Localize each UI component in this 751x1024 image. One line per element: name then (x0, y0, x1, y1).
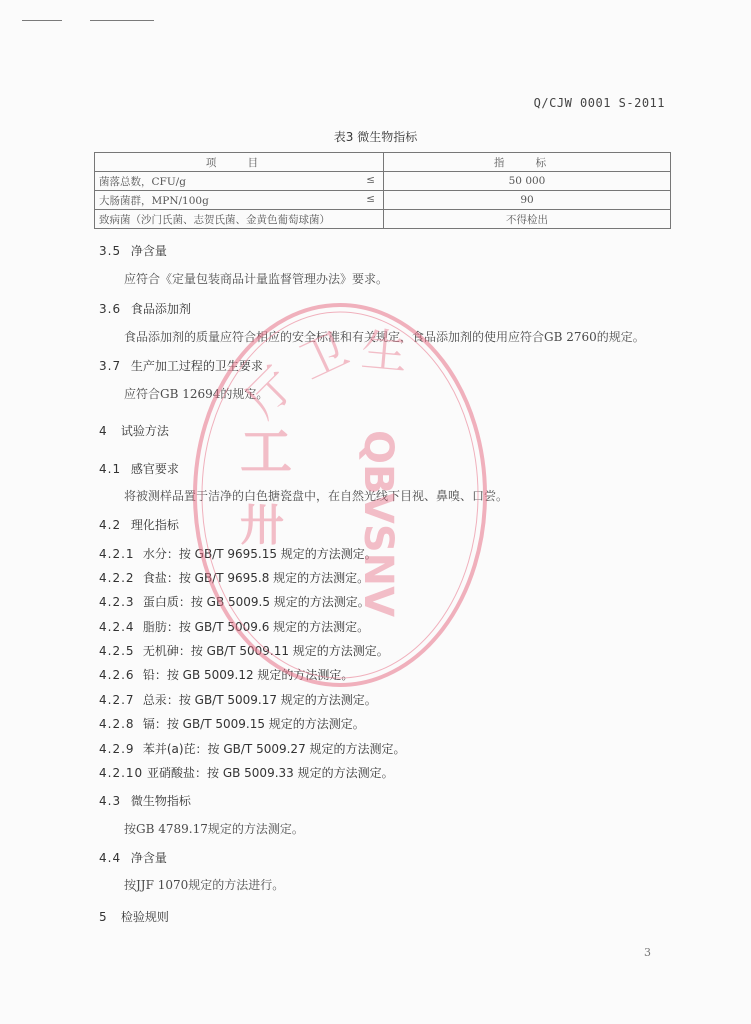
list-item (99, 642, 389, 659)
section-heading (99, 908, 169, 925)
list-item (99, 666, 353, 683)
table-cell-value: 50 000 (384, 172, 671, 191)
svg-text:卅: 卅 (240, 500, 284, 551)
item-number: 4.2.10 (99, 766, 144, 780)
item-text: 苯并(a)芘：按 GB/T 5009.27 规定的方法测定。 (142, 742, 406, 756)
comparator: ≤ (366, 174, 375, 186)
section-heading (99, 792, 191, 809)
paragraph: 按JJF 1070规定的方法进行。 (124, 878, 285, 892)
list-item (99, 545, 377, 562)
section-heading (99, 242, 167, 259)
item-text: 无机砷：按 GB/T 5009.11 规定的方法测定。 (142, 644, 389, 658)
section-number: 3.6 (99, 302, 122, 316)
page-number: 3 (644, 946, 651, 959)
table-row (95, 172, 671, 191)
paragraph: 食品添加剂的质量应符合相应的安全标准和有关规定，食品添加剂的使用应符合GB 2760的规定。 (124, 330, 645, 344)
svg-text:卫: 卫 (291, 321, 357, 390)
list-item (99, 618, 369, 635)
list-item (99, 593, 370, 610)
list-item (99, 764, 394, 781)
item-number: 4.2.4 (99, 620, 135, 634)
section-number: 4.4 (99, 851, 122, 865)
item-number: 4.2.9 (99, 742, 135, 756)
item-number: 4.2.7 (99, 693, 135, 707)
table-cell-item (95, 210, 384, 229)
section-number: 4.3 (99, 794, 122, 808)
table-cell-item (95, 191, 384, 210)
item-text: 脂肪：按 GB/T 5009.6 规定的方法测定。 (142, 620, 370, 634)
item-text: 亚硝酸盐：按 GB 5009.33 规定的方法测定。 (147, 766, 394, 780)
header-rule-left (22, 20, 62, 21)
header-item: 项 目 (95, 153, 384, 172)
item-label: 大肠菌群，MPN/100g (99, 194, 209, 207)
item-label: 致病菌（沙门氏菌、志贺氏菌、金黄色葡萄球菌） (99, 213, 330, 226)
item-text: 蛋白质：按 GB 5009.5 规定的方法测定。 (142, 595, 370, 609)
section-title: 生产加工过程的卫生要求 (130, 359, 263, 373)
section-title: 感官要求 (130, 462, 179, 476)
table-cell-item (95, 172, 384, 191)
item-text: 食盐：按 GB/T 9695.8 规定的方法测定。 (142, 571, 370, 585)
table-row (95, 210, 671, 229)
list-item (99, 569, 369, 586)
section-number: 4.2 (99, 518, 122, 532)
item-number: 4.2.8 (99, 717, 135, 731)
item-number: 4.2.1 (99, 547, 135, 561)
section-number: 3.7 (99, 359, 122, 373)
section-number: 3.5 (99, 244, 122, 258)
list-item (99, 691, 377, 708)
table-row (95, 191, 671, 210)
paragraph: 应符合GB 12694的规定。 (124, 387, 269, 401)
paragraph: 应符合《定量包装商品计量监督管理办法》要求。 (124, 272, 389, 286)
section-title: 净含量 (130, 244, 167, 258)
section-heading (99, 300, 191, 317)
list-item (99, 740, 406, 757)
item-text: 铅：按 GB 5009.12 规定的方法测定。 (142, 668, 354, 682)
table-cell-value: 不得检出 (384, 210, 671, 229)
header-spec: 指 标 (384, 153, 671, 172)
section-heading (99, 460, 179, 477)
section-heading (99, 357, 263, 374)
section-number: 4 (99, 424, 108, 438)
section-heading (99, 516, 179, 533)
item-text: 总汞：按 GB/T 5009.17 规定的方法测定。 (142, 693, 377, 707)
paragraph: 按GB 4789.17规定的方法测定。 (124, 822, 304, 836)
table-cell-value: 90 (384, 191, 671, 210)
table-caption: 表3 微生物指标 (333, 130, 418, 144)
section-title: 食品添加剂 (130, 302, 191, 316)
section-title: 微生物指标 (130, 794, 191, 808)
header-rule-right (90, 20, 154, 21)
section-title: 检验规则 (120, 910, 169, 924)
paragraph: 将被测样品置于洁净的白色搪瓷盘中，在自然光线下目视、鼻嗅、口尝。 (124, 489, 509, 503)
section-heading (99, 422, 169, 439)
document-number: Q/CJW 0001 S-2011 (533, 96, 665, 110)
item-text: 镉：按 GB/T 5009.15 规定的方法测定。 (142, 717, 365, 731)
table-header-row (95, 153, 671, 172)
item-text: 水分：按 GB/T 9695.15 规定的方法测定。 (142, 547, 377, 561)
microbial-spec-table (94, 152, 671, 229)
svg-text:QBVSNV: QBVSNV (355, 430, 401, 618)
item-number: 4.2.6 (99, 668, 135, 682)
item-number: 4.2.5 (99, 644, 135, 658)
svg-text:生: 生 (359, 322, 410, 380)
section-heading (99, 849, 167, 866)
item-label: 菌落总数，CFU/g (99, 175, 186, 188)
svg-text:工: 工 (240, 423, 293, 483)
section-number: 4.1 (99, 462, 122, 476)
comparator: ≤ (366, 193, 375, 205)
item-number: 4.2.2 (99, 571, 135, 585)
section-title: 净含量 (130, 851, 167, 865)
section-title: 理化指标 (130, 518, 179, 532)
svg-text:厅: 厅 (234, 357, 306, 428)
section-title: 试验方法 (120, 424, 169, 438)
item-number: 4.2.3 (99, 595, 135, 609)
list-item (99, 715, 365, 732)
section-number: 5 (99, 910, 108, 924)
